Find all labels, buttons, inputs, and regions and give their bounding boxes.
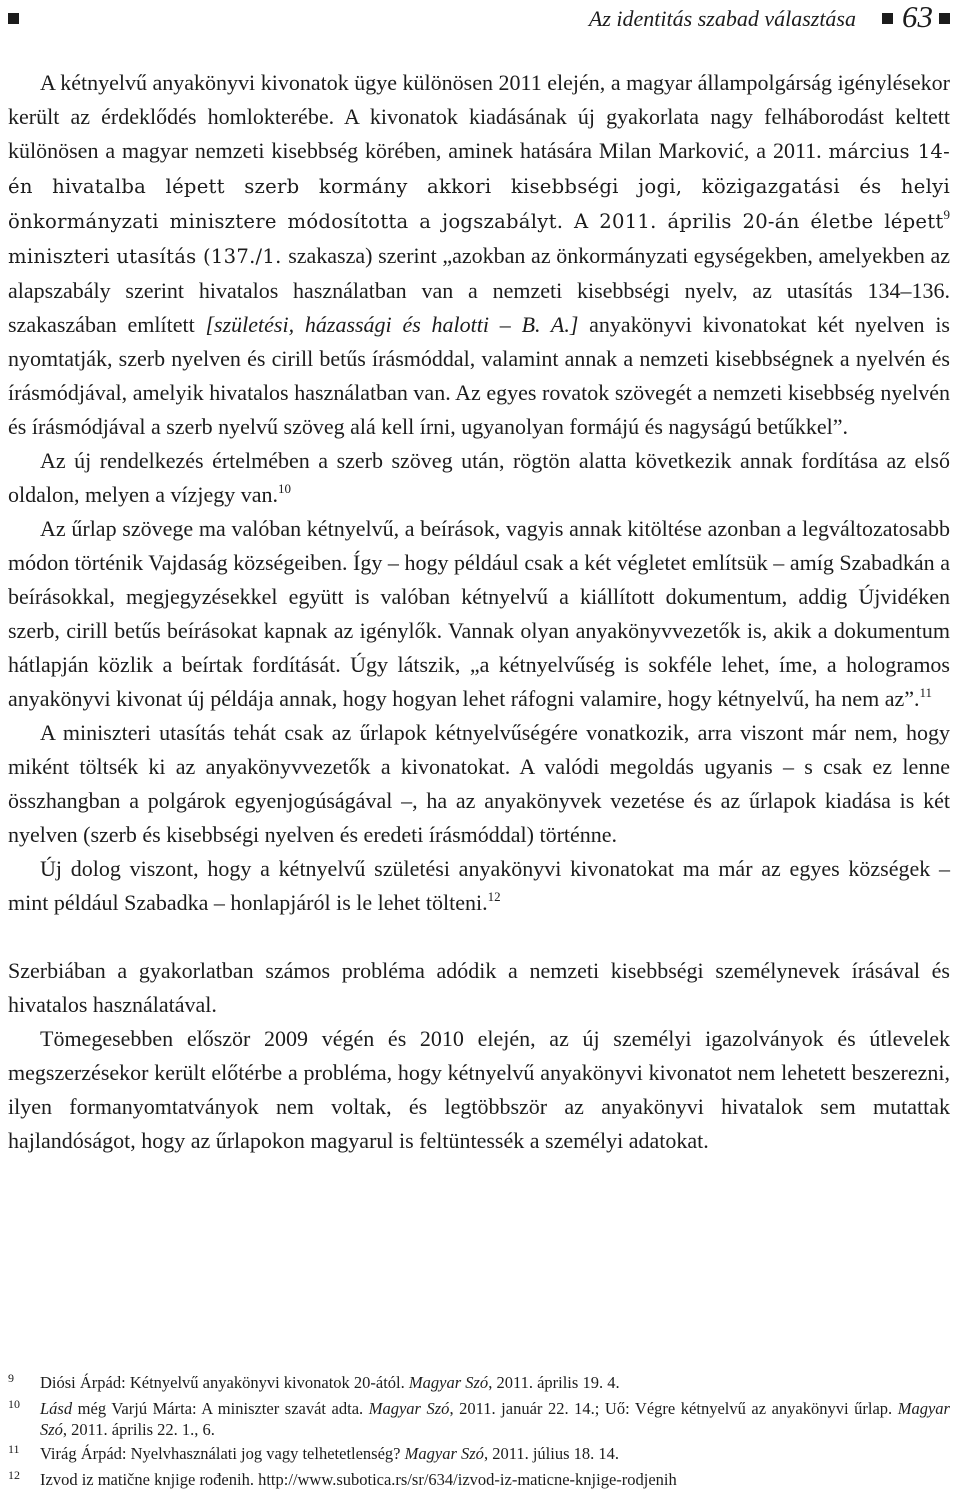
footnote-number: 12 (8, 1468, 20, 1482)
footnote-ref: 12 (487, 889, 501, 904)
footnote-text: , 2011. április 22. 1., 6. (62, 1420, 215, 1439)
footnote-ref: 10 (278, 481, 292, 496)
footnote-text: , 2011. április 19. 4. (488, 1373, 620, 1392)
body-text (8, 66, 950, 1158)
footnote-source: Magyar Szó (368, 1399, 450, 1418)
square-bullet-icon (8, 13, 19, 24)
page-number: 63 (902, 0, 933, 34)
footnote-text: Diósi Árpád: Kétnyelvű anyakönyvi kivonatok 20-ától. (40, 1373, 409, 1392)
footnote-text: , 2011. július 18. 14. (483, 1444, 619, 1463)
footnote-source: Magyar Szó (408, 1373, 489, 1392)
text-run: március 14-én hivatalba lépett szerb kormány akkori kisebbségi jogi, közigazgatási és helyi önkormányzati minisztere módosította a jogszabályt. A 2011. április 20-án életbe lépett (8, 140, 951, 233)
footnotes (8, 1372, 950, 1495)
footnote-source: Magyar Szó (404, 1444, 484, 1463)
footnote-text[interactable]: Izvod iz matične knjige rođenih. http://www.subotica.rs/sr/634/izvod-iz-maticne-knjige-rodjenih (40, 1470, 677, 1489)
footnote-ref: 11 (919, 685, 933, 700)
text-run: anyakönyvi kivonatokat két nyelven is nyomtatják, szerb nyelven és cirill betűs írásmóddal, valamint annak a nemzeti kisebbségnek a nyelvén és írásmódjával, amelyik hivatalos használatban van. Az egyes rovatok szövegét a nemzeti kisebbség nyelvén és írásmódjával a szerb nyelvű szöveg alá kell írni, ugyanolyan formájú és nagyságú betűkkel”. (8, 312, 950, 439)
paragraph: Tömegesebben először 2009 végén és 2010 elején, az új személyi igazolványok és útlevelek megszerzésekor került előtérbe a probléma, hogy kétnyelvű anyakönyvi kivonatot nem lehetett beszerezni, ilyen formanyomtatványok nem voltak, és legtöbbször az anyakönyvi hivatalok sem mutattak hajlandóságot, hogy az űrlapokon magyarul is feltüntessék a személyi adatokat. (8, 1026, 950, 1153)
footnote-ref: 9 (943, 207, 950, 222)
text-run: Új dolog viszont, hogy a kétnyelvű születési anyakönyvi kivonatokat ma már az egyes községek – mint például Szabadka – honlapjáról is le lehet tölteni. (8, 856, 950, 915)
paragraph (8, 512, 950, 716)
footnote-number: 9 (8, 1371, 14, 1385)
running-header (8, 2, 950, 38)
square-bullet-icon (939, 13, 950, 24)
footnote-item (8, 1469, 950, 1490)
footnote-item (8, 1372, 950, 1393)
square-bullet-icon (882, 13, 893, 24)
text-run-italic: [születési, házassági és halotti – B. A.] (205, 312, 579, 337)
paragraph: Szerbiában a gyakorlatban számos probléma adódik a nemzeti kisebbségi személynevek írásával és hivatalos használatával. (8, 958, 950, 1017)
paragraph (8, 66, 950, 444)
footnote-number: 10 (8, 1397, 20, 1411)
footnote-source: Magyar Szó (40, 1399, 950, 1439)
footnote-item (8, 1443, 950, 1464)
footnote-number: 11 (8, 1442, 20, 1456)
paragraph: A miniszteri utasítás tehát csak az űrlapok kétnyelvűségére vonatkozik, arra viszont már nem, hogy miként töltsék ki az anyakönyvvezetők a kivonatokat. A valódi megoldás ugyanis – s csak ez lenne összhangban a polgárok egyenjogúságával –, ha az anyakönyvek vezetése és az űrlapok kiadása is két nyelven (szerb és kisebbségi nyelven és eredeti írásmóddal) történne. (8, 720, 950, 847)
text-run: miniszteri utasítás (137./1. (8, 245, 289, 268)
text-run: szakasza) szerint „azokban az önkormányzati egységekben, amelyekben az alapszabály szerint hivatalos használatban van a nemzeti kisebbségi nyelv, az utasítás 134–136. szakaszában említett (8, 243, 950, 337)
text-run: Az űrlap szövege ma valóban kétnyelvű, a beírások, vagyis annak kitöltése azonban a legváltozatosabb módon történik Vajdaság községeiben. Így – hogy például csak a két végletet említsük – amíg Szabadkán a beírásokkal, megjegyzésekkel együtt is valóban kétnyelvű a kiállított dokumentum, addig Újvidéken szerb, cirill betűs beírásokat kapnak az igénylők. Vannak olyan anyakönyvvezetők is, akik a dokumentum hátlapján közlik a beírtak fordítását. Úgy látszik, „a kétnyelvűség is sokféle lehet, íme, a hologramos anyakönyvi kivonat új példája annak, hogy hogyan lehet ráfogni valamire, hogy kétnyelvű, ha nem az”. (8, 516, 950, 711)
footnote-text: még Varjú Márta: A miniszter szavát adta. (72, 1399, 369, 1418)
footnote-text: , 2011. január 22. 14.; Uő: Végre kétnyelvű az anyakönyvi űrlap. (449, 1399, 898, 1418)
text-run: A kétnyelvű anyakönyvi kivonatok ügye különösen 2011 elején, a magyar állampolgárság igénylésekor került az érdeklődés homlokterébe. A kivonatok kiadásának új gyakorlata nagy felháborodást keltett különösen a magyar nemzeti kisebbség körében, aminek hatására Milan Marković, a 2011. (8, 70, 950, 163)
footnote-item (8, 1398, 950, 1440)
text-run: Az új rendelkezés értelmében a szerb szöveg után, rögtön alatta következik annak fordítása az első oldalon, melyen a vízjegy van. (8, 448, 950, 507)
footnote-text: Lásd (40, 1399, 73, 1418)
running-title: Az identitás szabad választása (588, 6, 856, 31)
paragraph (8, 444, 950, 512)
paragraph (8, 852, 950, 920)
footnote-text: Virág Árpád: Nyelvhasználati jog vagy telhetetlenség? (40, 1444, 405, 1463)
